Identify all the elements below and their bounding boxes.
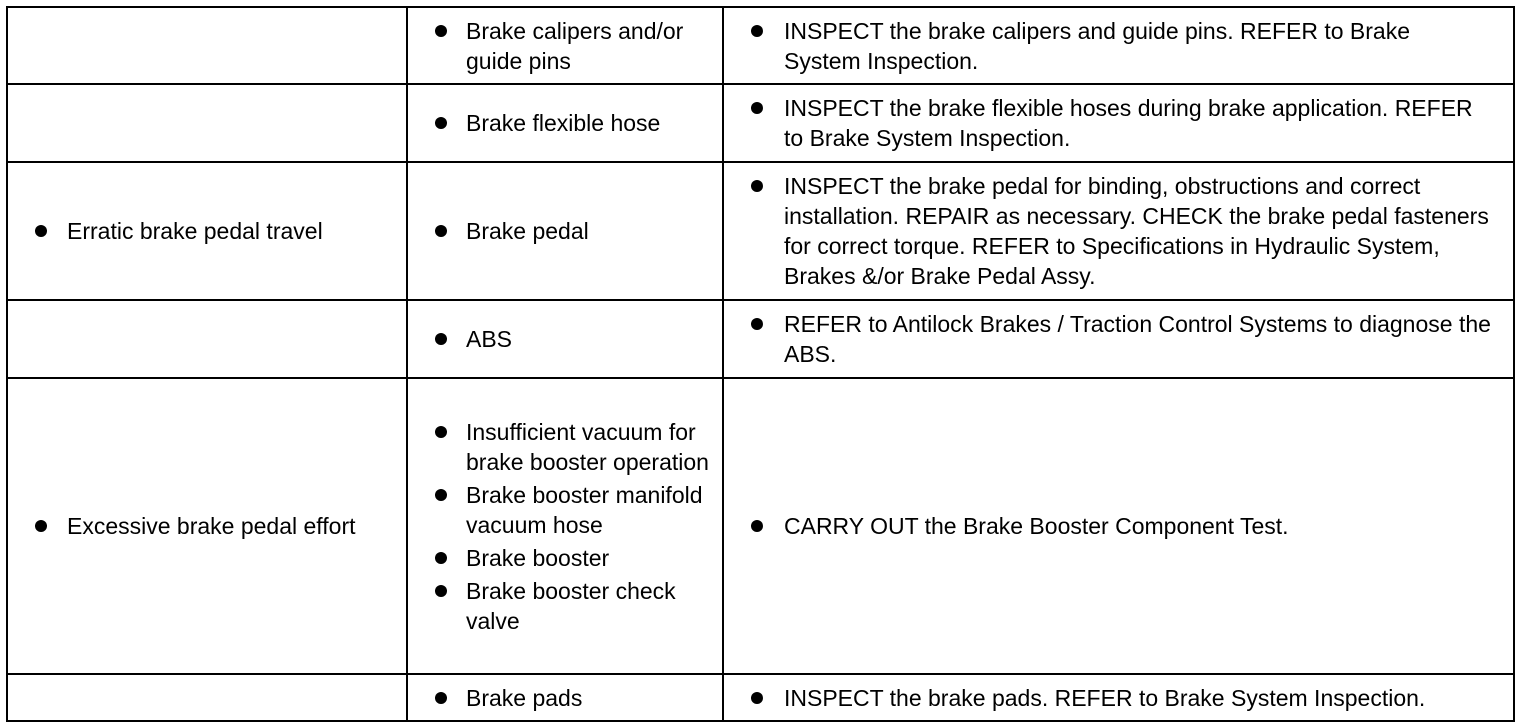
list-item [408, 216, 722, 246]
action-cell [723, 674, 1514, 721]
diagnosis-table [6, 6, 1515, 722]
list-item [724, 171, 1513, 291]
bullet-icon [35, 520, 47, 532]
table-row [7, 7, 1514, 84]
source-list [408, 16, 722, 76]
condition-cell [7, 378, 407, 674]
source-text: ABS [466, 326, 513, 352]
table-row [7, 378, 1514, 674]
source-cell [407, 674, 723, 721]
bullet-icon [435, 426, 447, 438]
list-item [724, 309, 1513, 369]
source-cell [407, 300, 723, 378]
source-text: Brake flexible hose [466, 110, 661, 136]
table-row [7, 674, 1514, 721]
bullet-icon [435, 225, 447, 237]
bullet-icon [751, 692, 763, 704]
action-cell [723, 84, 1514, 162]
table-row [7, 162, 1514, 300]
list-item [8, 216, 406, 246]
bullet-icon [435, 489, 447, 501]
condition-text: Erratic brake pedal travel [67, 218, 323, 244]
condition-cell [7, 300, 407, 378]
condition-cell [7, 84, 407, 162]
bullet-icon [435, 692, 447, 704]
list-item [408, 16, 722, 76]
list-item [408, 108, 722, 138]
bullet-icon [751, 25, 763, 37]
action-text: CARRY OUT the Brake Booster Component Test. [784, 513, 1289, 539]
bullet-icon [35, 225, 47, 237]
bullet-icon [435, 25, 447, 37]
condition-text: Excessive brake pedal effort [67, 513, 356, 539]
source-list [408, 216, 722, 246]
list-item [408, 683, 722, 713]
source-text: Brake pedal [466, 218, 589, 244]
bullet-icon [435, 333, 447, 345]
source-text: Insufficient vacuum for brake booster operation [466, 418, 709, 475]
source-list [408, 417, 722, 636]
list-item [724, 511, 1513, 541]
source-list [408, 324, 722, 354]
bullet-icon [435, 585, 447, 597]
bullet-icon [435, 552, 447, 564]
list-item [408, 324, 722, 354]
source-cell [407, 378, 723, 674]
list-item [724, 683, 1513, 713]
action-text: INSPECT the brake flexible hoses during brake application. REFER to Brake System Inspection. [784, 95, 1473, 151]
action-cell [723, 378, 1514, 674]
condition-cell [7, 7, 407, 84]
action-text: REFER to Antilock Brakes / Traction Control Systems to diagnose the ABS. [784, 311, 1491, 367]
source-cell [407, 84, 723, 162]
source-text: Brake calipers and/or guide pins [466, 17, 684, 74]
source-text: Brake booster [466, 544, 610, 571]
list-item [408, 576, 722, 636]
source-text: Brake booster check valve [466, 577, 676, 634]
bullet-icon [751, 520, 763, 532]
list-item [408, 543, 722, 573]
action-cell [723, 300, 1514, 378]
source-cell [407, 162, 723, 300]
bullet-icon [435, 117, 447, 129]
table-row [7, 84, 1514, 162]
bullet-icon [751, 180, 763, 192]
bullet-icon [751, 102, 763, 114]
action-text: INSPECT the brake calipers and guide pins. REFER to Brake System Inspection. [784, 17, 1410, 74]
source-cell [407, 7, 723, 84]
condition-cell [7, 674, 407, 721]
action-text: INSPECT the brake pads. REFER to Brake System Inspection. [784, 684, 1426, 711]
list-item [724, 93, 1513, 153]
bullet-icon [751, 318, 763, 330]
list-item [408, 417, 722, 477]
source-text: Brake booster manifold vacuum hose [466, 481, 703, 538]
action-text: INSPECT the brake pedal for binding, obstructions and correct installation. REPAIR as necessary. CHECK the brake pedal fasteners for correct torque. REFER to Specifications in Hydraulic System, Brakes &/or Brake Pedal Assy. [784, 173, 1489, 289]
list-item [408, 480, 722, 540]
source-text: Brake pads [466, 684, 583, 711]
list-item [724, 16, 1513, 76]
action-cell [723, 162, 1514, 300]
list-item [8, 511, 406, 541]
table-row [7, 300, 1514, 378]
source-list [408, 108, 722, 138]
source-list [408, 683, 722, 713]
action-cell [723, 7, 1514, 84]
condition-cell [7, 162, 407, 300]
